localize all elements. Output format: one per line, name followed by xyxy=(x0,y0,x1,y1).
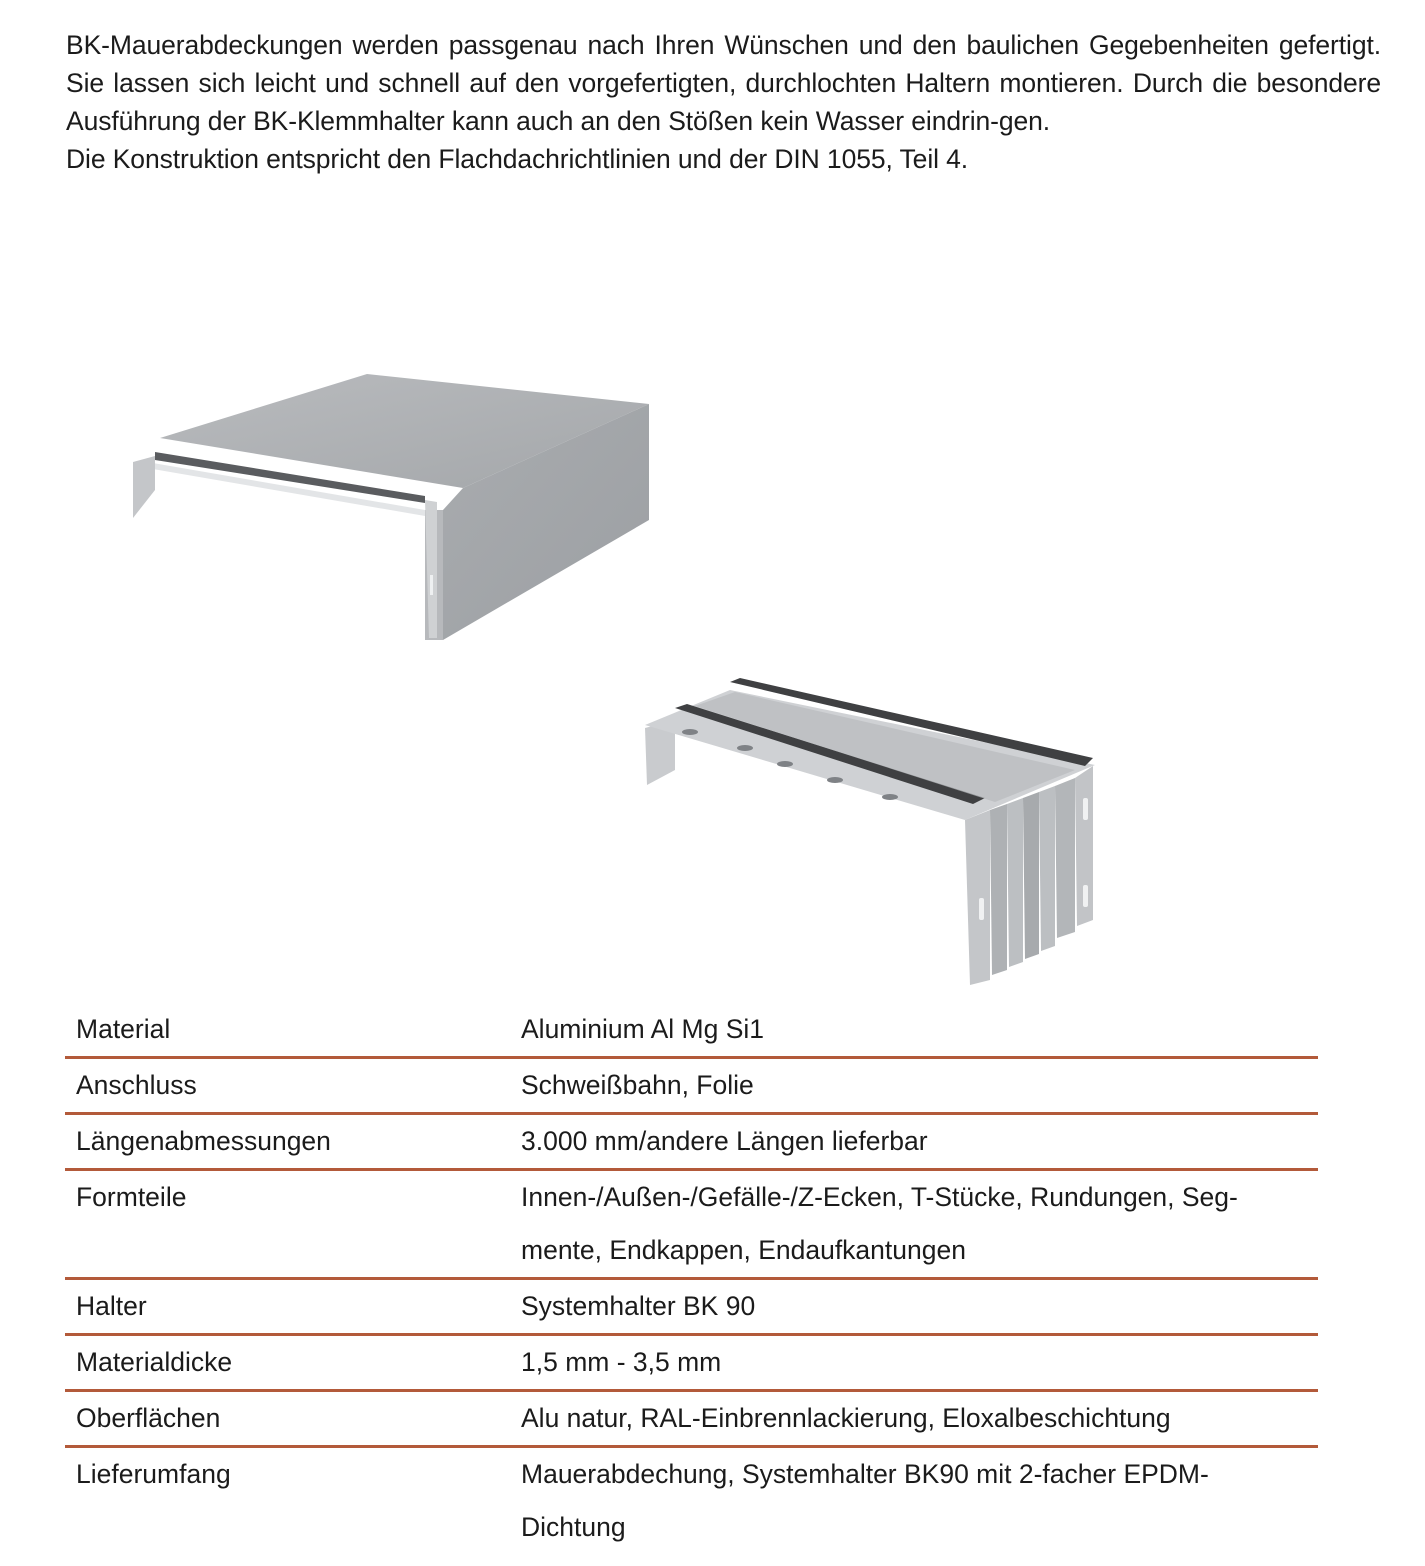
spec-row xyxy=(65,1391,1318,1447)
spec-label: Material xyxy=(76,1014,171,1044)
spec-value: Alu natur, RAL-Einbrennlackierung, Eloxalbeschichtung xyxy=(521,1403,1171,1433)
spec-row xyxy=(65,1447,1318,1555)
wall-coping-image xyxy=(125,370,665,650)
intro-text xyxy=(66,26,1381,178)
spec-value: Systemhalter BK 90 xyxy=(521,1291,756,1321)
spec-value: Mauerabdechung, Systemhalter BK90 mit 2-facher EPDM-Dichtung xyxy=(521,1459,1209,1542)
spec-label: Lieferumfang xyxy=(76,1459,231,1489)
spec-value: 3.000 mm/andere Längen lieferbar xyxy=(521,1126,928,1156)
spec-label: Oberflächen xyxy=(76,1403,221,1433)
intro-paragraph-2: Die Konstruktion entspricht den Flachdachrichtlinien und der DIN 1055, Teil 4. xyxy=(66,144,969,174)
spec-row xyxy=(65,1003,1318,1058)
spec-value: 1,5 mm - 3,5 mm xyxy=(521,1347,722,1377)
spec-value: Schweißbahn, Folie xyxy=(521,1070,754,1100)
spec-label: Anschluss xyxy=(76,1070,197,1100)
spec-label: Materialdicke xyxy=(76,1347,233,1377)
spec-row xyxy=(65,1279,1318,1335)
system-holder-image xyxy=(635,670,1105,990)
spec-row xyxy=(65,1170,1318,1279)
spec-row xyxy=(65,1335,1318,1391)
spec-row xyxy=(65,1058,1318,1114)
spec-value: Aluminium Al Mg Si1 xyxy=(521,1014,765,1044)
spec-label: Formteile xyxy=(76,1182,187,1212)
intro-paragraph-1: BK-Mauerabdeckungen werden passgenau nach Ihren Wünschen und den baulichen Gegebenheiten gefertigt. Sie lassen sich leicht und schnell auf den vorgefertigten, durchlochten Haltern montieren. Durch die besondere Ausführung der BK-Klemmhalter kann auch an den Stößen kein Wasser eindrin-gen. xyxy=(66,30,1381,136)
spec-row xyxy=(65,1114,1318,1170)
spec-label: Längenabmessungen xyxy=(76,1126,331,1156)
spec-label: Halter xyxy=(76,1291,147,1321)
spec-value: Innen-/Außen-/Gefälle-/Z-Ecken, T-Stücke, Rundungen, Seg-mente, Endkappen, Endaufkantungen xyxy=(521,1182,1238,1265)
spec-table xyxy=(65,1003,1318,1554)
